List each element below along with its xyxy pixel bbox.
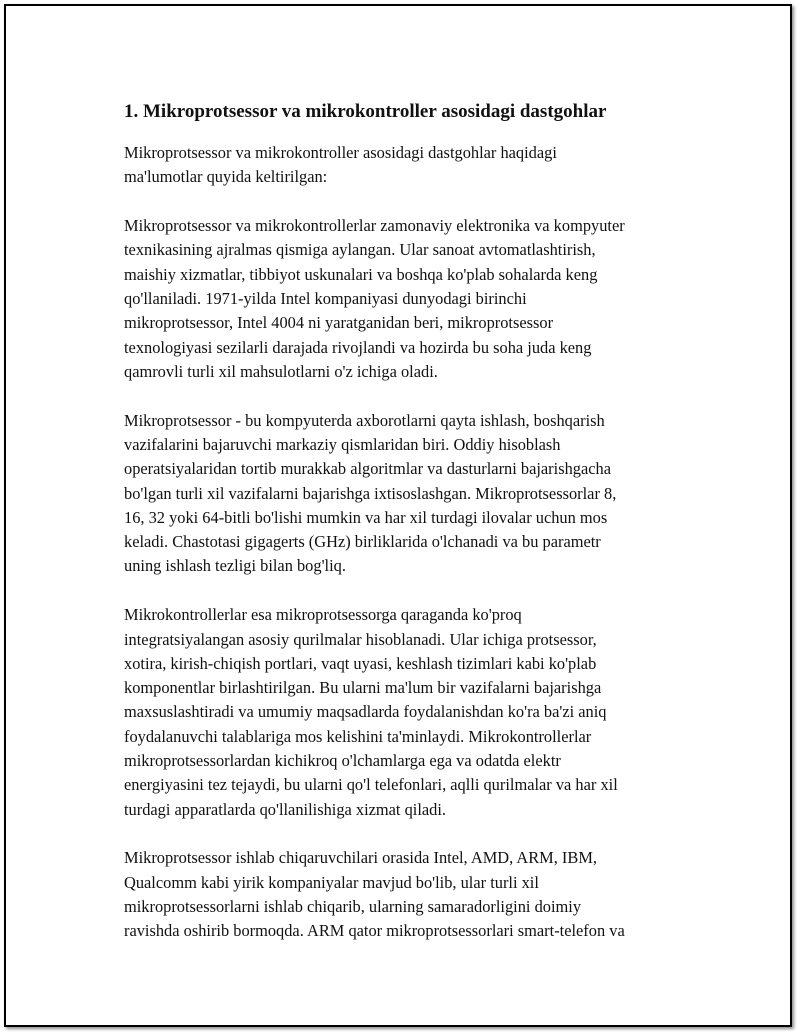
paragraph-line: Mikroprotsessor - bu kompyuterda axborotlarni qayta ishlash, boshqarish — [124, 410, 605, 430]
paragraph-line: mikroprotsessorlardan kichikroq o'lchamlarga ega va odatda elektr — [124, 751, 561, 771]
paragraph-line: ma'lumotlar quyida keltirilgan: — [124, 167, 328, 187]
paragraph — [124, 409, 696, 579]
paragraph-line: maxsuslashtiradi va umumiy maqsadlarda foydalanishdan ko'ra ba'zi aniq — [124, 702, 607, 722]
page-frame — [4, 4, 792, 1027]
document-body — [124, 100, 696, 968]
section-heading: 1. Mikroprotsessor va mikrokontroller asosidagi dastgohlar — [124, 101, 607, 122]
paragraph-line: Mikroprotsessor va mikrokontrollerlar zamonaviy elektronika va kompyuter — [124, 216, 625, 236]
paragraph-line: qamrovli turli xil mahsulotlarni o'z ichiga oladi. — [124, 361, 438, 381]
paragraph-line: 16, 32 yoki 64-bitli bo'lishi mumkin va har xil turdagi ilovalar uchun mos — [124, 507, 608, 527]
paragraph — [124, 214, 696, 384]
paragraph-line: energiyasini tez tejaydi, bu ularni qo'l telefonlari, aqlli qurilmalar va har xil — [124, 775, 618, 795]
paragraph-line: texnikasining ajralmas qismiga aylangan. Ular sanoat avtomatlashtirish, — [124, 240, 596, 260]
paragraph — [124, 603, 696, 822]
paragraph-container — [124, 141, 696, 944]
paragraph-line: Mikrokontrollerlar esa mikroprotsessorga qaraganda ko'proq — [124, 605, 522, 625]
paragraph-line: mikroprotsessor, Intel 4004 ni yaratganidan beri, mikroprotsessor — [124, 313, 554, 333]
paragraph — [124, 141, 696, 190]
paragraph-line: vazifalarini bajaruvchi markaziy qismlaridan biri. Oddiy hisoblash — [124, 434, 561, 454]
paragraph-line: qo'llaniladi. 1971-yilda Intel kompaniyasi dunyodagi birinchi — [124, 288, 527, 308]
paragraph-line: turdagi apparatlarda qo'llanilishiga xizmat qiladi. — [124, 799, 447, 819]
paragraph-line: Mikroprotsessor va mikrokontroller asosidagi dastgohlar haqidagi — [124, 143, 557, 162]
paragraph-line: ravishda oshirib bormoqda. ARM qator mikroprotsessorlari smart-telefon va — [124, 921, 625, 941]
paragraph-line: integratsiyalangan asosiy qurilmalar hisoblanadi. Ular ichiga protsessor, — [124, 629, 597, 649]
paragraph-line: xotira, kirish-chiqish portlari, vaqt uyasi, keshlash tizimlari kabi ko'plab — [124, 653, 597, 673]
paragraph-line: Mikroprotsessor ishlab chiqaruvchilari orasida Intel, AMD, ARM, IBM, — [124, 848, 597, 868]
paragraph-line: bo'lgan turli xil vazifalarni bajarishga ixtisoslashgan. Mikroprotsessorlar 8, — [124, 483, 617, 503]
paragraph-line: keladi. Chastotasi gigagerts (GHz) birliklarida o'lchanadi va bu parametr — [124, 532, 601, 552]
paragraph-line: operatsiyalaridan tortib murakkab algoritmlar va dasturlarni bajarishgacha — [124, 459, 611, 479]
paragraph-line: uning ishlash tezligi bilan bog'liq. — [124, 556, 346, 576]
paragraph-line: mikroprotsessorlarni ishlab chiqarib, ularning samaradorligini doimiy — [124, 897, 582, 917]
paragraph-line: komponentlar birlashtirilgan. Bu ularni ma'lum bir vazifalarni bajarishga — [124, 678, 602, 698]
paragraph-line: foydalanuvchi talablariga mos kelishini ta'minlaydi. Mikrokontrollerlar — [124, 726, 592, 746]
paragraph-line: Qualcomm kabi yirik kompaniyalar mavjud bo'lib, ular turli xil — [124, 872, 539, 892]
paragraph-line: maishiy xizmatlar, tibbiyot uskunalari va boshqa ko'plab sohalarda keng — [124, 264, 598, 284]
paragraph-line: texnologiyasi sezilarli darajada rivojlandi va hozirda bu soha juda keng — [124, 337, 592, 357]
paragraph — [124, 846, 696, 943]
